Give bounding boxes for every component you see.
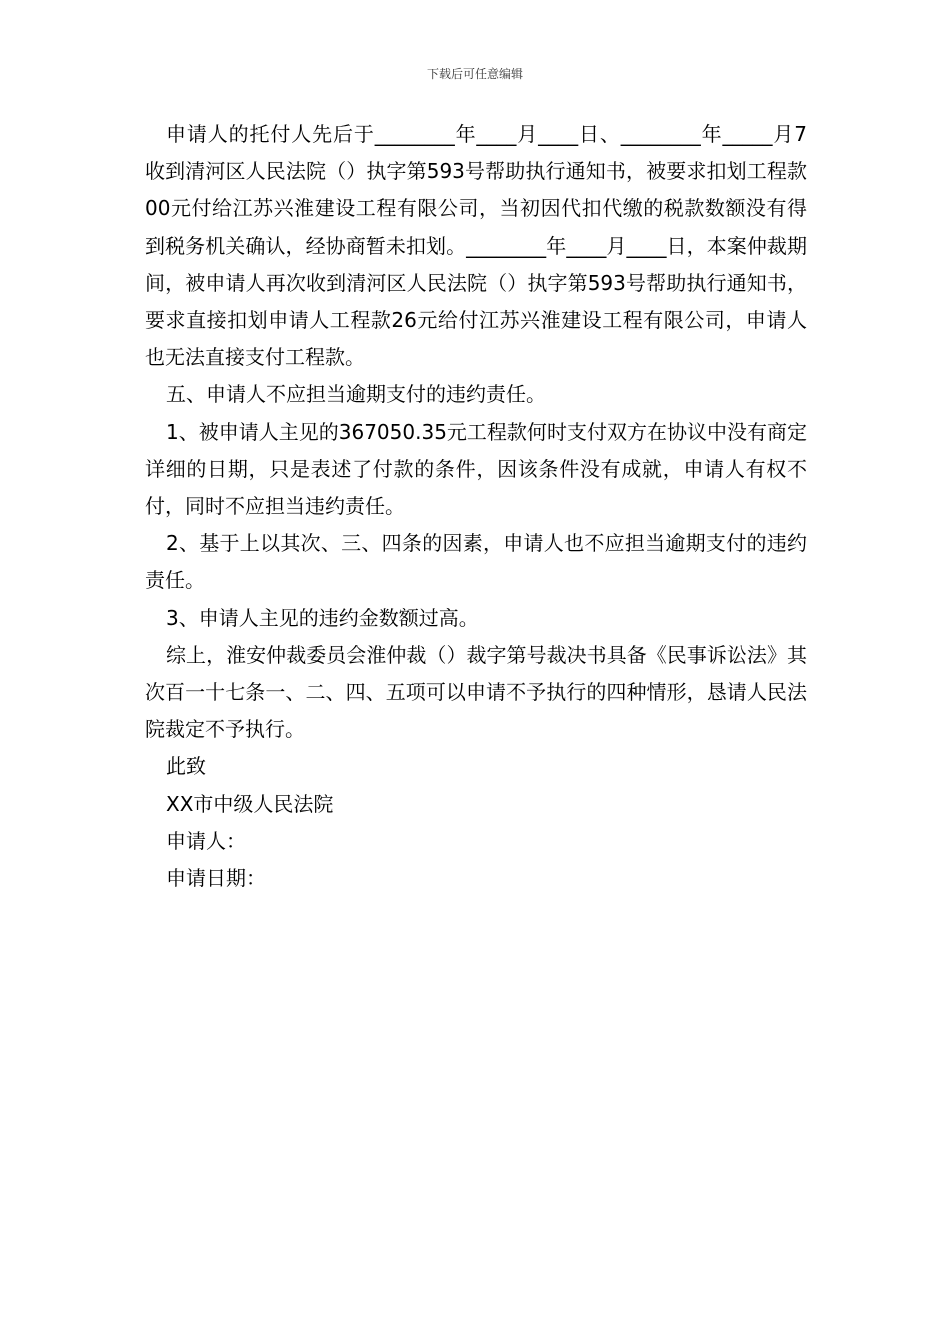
applicant-signature-line: 申请人：: [166, 828, 246, 853]
paragraph-point-three: 3、申请人主见的违约金数额过高。: [166, 605, 479, 630]
paragraph-section-five-heading: 五、申请人不应担当逾期支付的违约责任。: [166, 382, 546, 407]
application-date-line: 申请日期：: [166, 866, 266, 891]
paragraph-point-two: 2、基于上以其次、三、四条的因素，申请人也不应担当逾期支付的违约责任。: [145, 531, 807, 593]
closing-salutation: 此致: [166, 754, 206, 779]
page-header: 下载后可任意编辑: [426, 67, 523, 81]
paragraph-point-one: 1、被申请人主见的367050.35元工程款何时支付双方在协议中没有商定详细的日期，只是表述了付款的条件，因该条件没有成就，申请人有权不付，同时不应担当违约责任。: [145, 419, 807, 519]
recipient-court: XX市中级人民法院: [166, 791, 334, 816]
paragraph-notice-details: 申请人的托付人先后于________年____月____日、________年_____月7收到清河区人民法院（）执字第593号帮助执行通知书，被要求扣划工程款00元付给江苏兴淮建设工程有限公司，当初因代扣代缴的税款数额没有得到税务机关确认，经协商暂未扣划。________年____月____日，本案仲裁期间，被申请人再次收到清河区人民法院（）执字第593号帮助执行通知书，要求直接扣划申请人工程款26元给付江苏兴淮建设工程有限公司，申请人也无法直接支付工程款。: [145, 122, 807, 370]
paragraph-conclusion: 综上，淮安仲裁委员会淮仲裁（）裁字第号裁决书具备《民事诉讼法》其次百一十七条一、二、四、五项可以申请不予执行的四种情形，恳请人民法院裁定不予执行。: [145, 642, 807, 742]
document-body: [145, 116, 807, 897]
